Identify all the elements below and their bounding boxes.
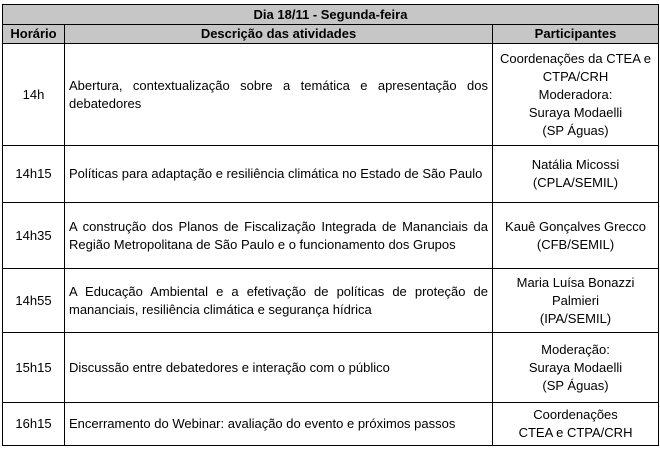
row-participants	[493, 269, 659, 333]
schedule-table	[2, 4, 659, 446]
row-participants	[493, 44, 659, 146]
participant-line: (CFB/SEMIL)	[536, 236, 615, 252]
row-description: Abertura, contextualização sobre a temática e apresentação dos debatedores	[65, 44, 493, 146]
table-row	[3, 146, 659, 203]
table-title: Dia 18/11 - Segunda-feira	[3, 5, 659, 25]
participant-line: Palmieri	[552, 292, 599, 308]
header-time: Horário	[3, 25, 65, 44]
participant-line: Kauê Gonçalves Grecco	[505, 218, 646, 234]
row-description: Discussão entre debatedores e interação com o público	[65, 333, 493, 403]
row-description: Políticas para adaptação e resiliência climática no Estado de São Paulo	[65, 146, 493, 203]
row-time: 14h35	[3, 203, 65, 269]
table-title-row	[3, 5, 659, 25]
header-description: Descrição das atividades	[65, 25, 493, 44]
participant-line: CTEA e CTPA/CRH	[518, 425, 633, 440]
table-row	[3, 333, 659, 403]
row-participants	[493, 203, 659, 269]
table-header-row	[3, 25, 659, 44]
row-description: A Educação Ambiental e a efetivação de políticas de proteção de mananciais, resiliência climática e segurança hídrica	[65, 269, 493, 333]
row-time: 14h15	[3, 146, 65, 203]
participant-line: Coordenações da CTEA e	[499, 50, 652, 66]
header-participants: Participantes	[493, 25, 659, 44]
participant-line: Coordenações	[533, 407, 618, 422]
row-description: Encerramento do Webinar: avaliação do evento e próximos passos	[65, 403, 493, 446]
participant-line: Maria Luísa Bonazzi	[516, 274, 635, 290]
row-description: A construção dos Planos de Fiscalização Integrada de Mananciais da Região Metropolitana de São Paulo e o funcionamento dos Grupos	[65, 203, 493, 269]
table-row	[3, 203, 659, 269]
row-time: 15h15	[3, 333, 65, 403]
table-row	[3, 269, 659, 333]
table-row	[3, 403, 659, 446]
row-participants	[493, 333, 659, 403]
participant-line: Suraya Modaelli	[528, 359, 623, 375]
row-time: 14h	[3, 44, 65, 146]
participant-line: (IPA/SEMIL)	[539, 310, 612, 326]
table-row	[3, 44, 659, 146]
participant-line: Natália Micossi	[531, 157, 620, 172]
participant-line: Suraya Modaelli	[528, 104, 623, 120]
row-time: 16h15	[3, 403, 65, 446]
row-participants	[493, 146, 659, 203]
participant-line: Moderadora:	[538, 86, 613, 102]
participant-line: (SP Águas)	[542, 122, 609, 138]
participant-line: (CPLA/SEMIL)	[532, 175, 619, 190]
participant-line: (SP Águas)	[542, 377, 609, 393]
row-time: 14h55	[3, 269, 65, 333]
row-participants	[493, 403, 659, 446]
participant-line: CTPA/CRH	[542, 68, 609, 84]
participant-line: Moderação:	[541, 341, 610, 357]
